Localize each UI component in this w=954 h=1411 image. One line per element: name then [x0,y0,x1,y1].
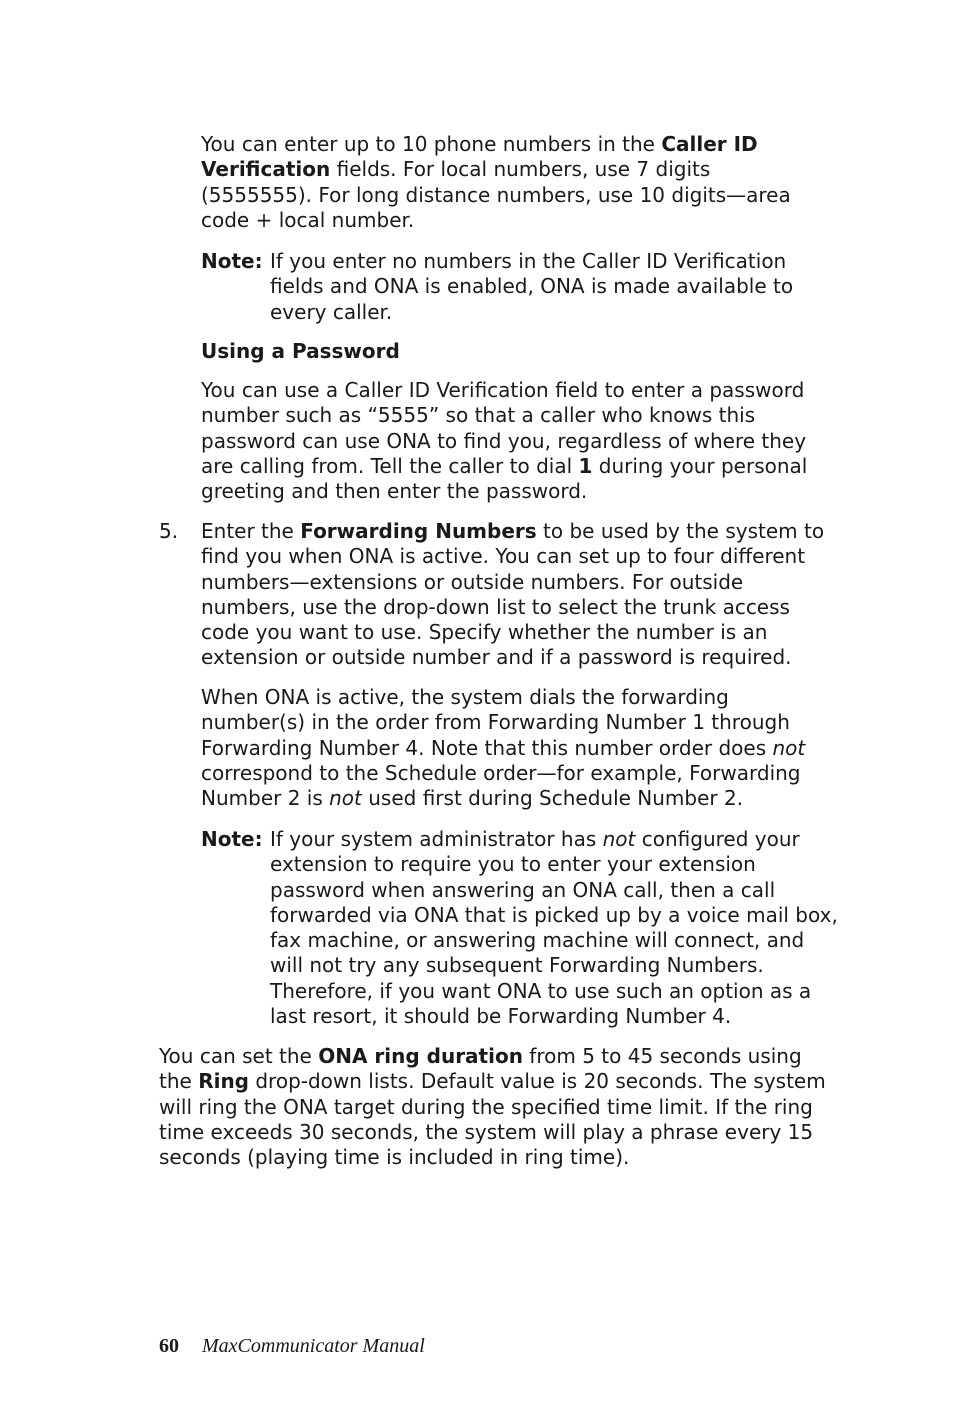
ring-duration-paragraph: You can set the ONA ring duration from 5 to 45 seconds using the Ring drop-down lists. Default value is 20 seconds. The system will ring the ONA target during the specified time limit. If the ring time exceeds 30 seconds, the system will play a phrase every 15 seconds (playing time is included in ring time). [159,1044,826,1170]
page-footer [159,1335,425,1358]
page-number: 60 [159,1335,179,1357]
password-paragraph: You can use a Caller ID Verification field to enter a password number such as “5555” so that a caller who knows this password can use ONA to find you, regardless of where they are calling from. Tell the caller to dial 1 during your personal greeting and then enter the password. [201,378,808,504]
caller-id-intro-paragraph: You can enter up to 10 phone numbers in the Caller ID Verification fields. For local numbers, use 7 digits (5555555). For long distance numbers, use 10 digits—area code + local number. [201,132,791,232]
note-label: Note: [201,827,263,851]
note-label: Note: [201,249,263,273]
note-extension-password: If your system administrator has not configured your extension to require you to enter your extension password when answering an ONA call, then a call forwarded via ONA that is picked up by a voice mail box, fax machine, or answering machine will connect, and will not try any subsequent Forwarding Numbers. Therefore, if you want ONA to use such an option as a last resort, it should be Forwarding Number 4. [270,827,838,1029]
forwarding-order-paragraph: When ONA is active, the system dials the forwarding number(s) in the order from Forwarding Number 1 through Forwarding Number 4. Note that this number order does not correspond to the Schedule order—for example, Forwarding Number 2 is not used first during Schedule Number 2. [201,685,806,811]
step-number: 5. [159,519,179,543]
manual-title: MaxCommunicator Manual [202,1335,425,1357]
step-forwarding-numbers: Enter the Forwarding Numbers to be used by the system to find you when ONA is active. You can set up to four different numbers—extensions or outside numbers. For outside numbers, use the drop-down list to select the trunk access code you want to use. Specify whether the number is an extension or outside number and if a password is required. [201,519,825,670]
section-heading-using-password: Using a Password [201,339,400,363]
note-caller-id-empty: If you enter no numbers in the Caller ID Verification fields and ONA is enabled, ONA is made available to every caller. [270,249,794,324]
